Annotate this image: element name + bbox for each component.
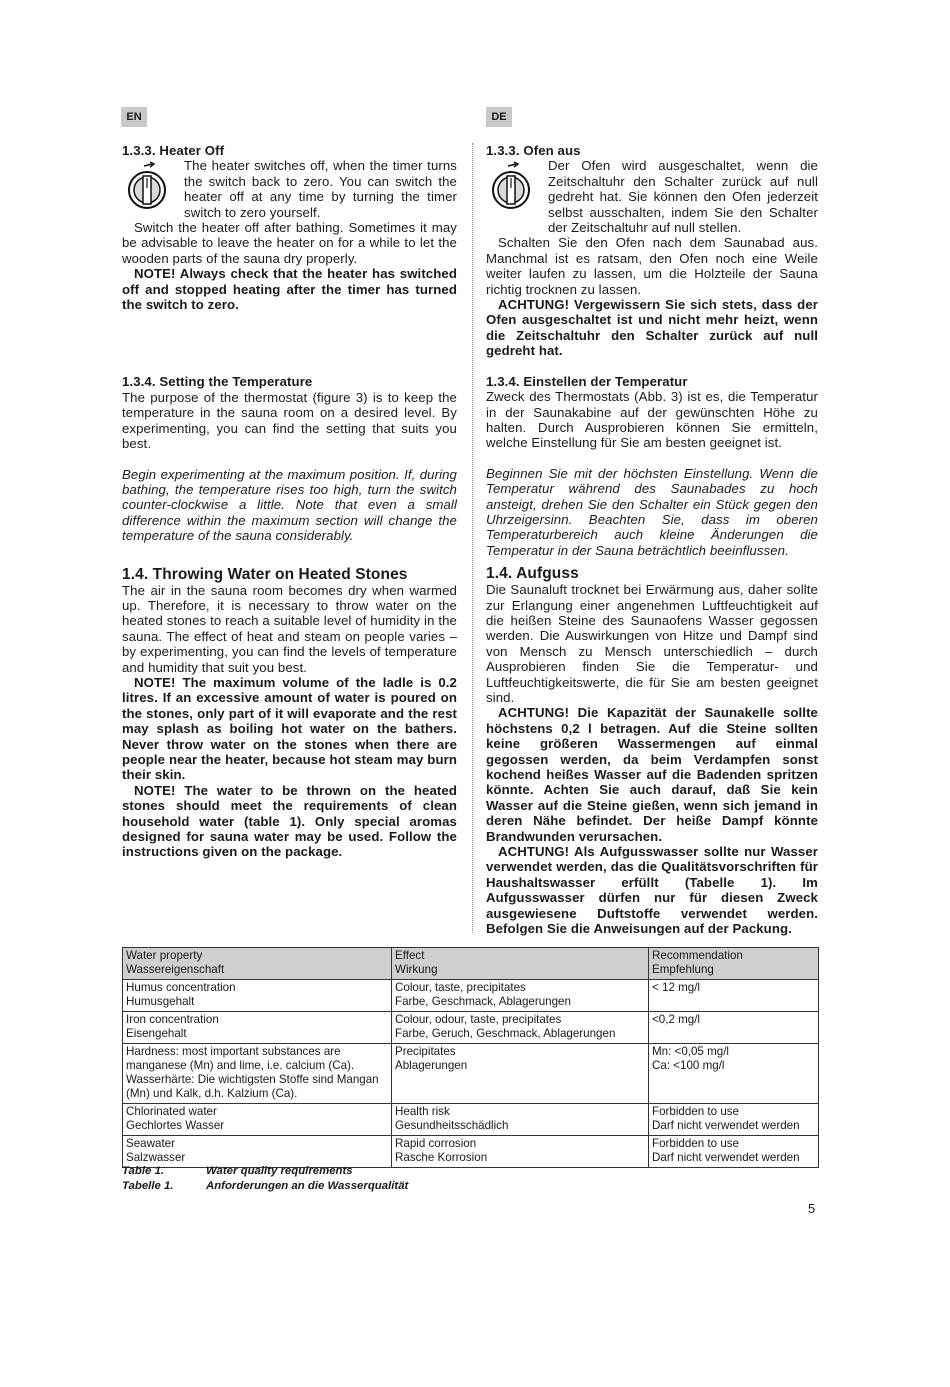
section-title-aufguss: 1.4. Aufguss (486, 565, 579, 583)
column-divider (472, 143, 473, 933)
german-column (486, 143, 818, 937)
caption-label-de: Tabelle 1. (122, 1179, 174, 1192)
table-cell: Precipitates Ablagerungen (392, 1044, 649, 1104)
ofen-aus-intro (486, 158, 818, 235)
table-header-row (123, 948, 819, 980)
table-row (123, 980, 819, 1012)
heater-off-note: NOTE! Always check that the heater has switched off and stopped heating after the timer has turned the switch to zero. (122, 266, 457, 313)
timer-knob-icon (486, 160, 542, 210)
section-title-ofen-aus: 1.3.3. Ofen aus (486, 143, 581, 158)
throwing-water-note-ladle: NOTE! The maximum volume of the ladle is 0.2 litres. If an excessive amount of water is poured on the stones, only part of it will evaporate and the rest may splash as boiling hot water on the bathers. Never throw water on the stones when there are people near the heater, because hot steam may burn their skin. (122, 674, 457, 783)
heater-off-intro (122, 158, 457, 220)
throwing-water-note-quality: NOTE! The water to be thrown on the heated stones should meet the requirements of clean household water (table 1). Only special aromas designed for sauna water may be used. Follow the instructions given on the package. (122, 782, 457, 860)
table-cell: Iron concentration Eisengehalt (123, 1012, 392, 1044)
section-title-einstellen-temperatur: 1.3.4. Einstellen der Temperatur (486, 373, 688, 389)
table-cell: Health risk Gesundheitsschädlich (392, 1104, 649, 1136)
throwing-water-text: The air in the sauna room becomes dry when warmed up. Therefore, it is necessary to throw water on the heated stones to reach a suitable level of humidity in the sauna. The effect of heat and steam on people varies – by experimenting, you can find the levels of temperature and humidity that suit you best. (122, 582, 457, 675)
header-recommendation: Recommendation Empfehlung (649, 948, 819, 980)
table-cell: <0,2 mg/l (649, 1012, 819, 1044)
section-title-setting-temperature: 1.3.4. Setting the Temperature (122, 374, 313, 390)
table-cell: Forbidden to use Darf nicht verwendet werden (649, 1104, 819, 1136)
timer-knob-icon (122, 160, 178, 210)
table-cell: Chlorinated water Gechlortes Wasser (123, 1104, 392, 1136)
caption-text-en: Water quality requirements (206, 1165, 353, 1177)
table-cell: < 12 mg/l (649, 980, 819, 1012)
ofen-aus-nach-saunabad: Schalten Sie den Ofen nach dem Saunabad aus. Manchmal ist es ratsam, den Ofen noch eine Weile weiter laufen zu lassen, um die Holzteile der Sauna richtig trocknen zu lassen. (486, 235, 818, 297)
lang-tag-de: DE (486, 107, 512, 127)
table-cell: Colour, taste, precipitates Farbe, Geschmack, Ablagerungen (392, 980, 649, 1012)
heater-off-after-bathing: Switch the heater off after bathing. Sometimes it may be advisable to leave the heater on for a while to let the wooden parts of the sauna dry properly. (122, 220, 457, 266)
english-column (122, 143, 457, 860)
table-caption (122, 1164, 408, 1193)
page-number: 5 (808, 1201, 816, 1216)
heater-off-text: The heater switches off, when the timer turns the switch back to zero. You can switch the heater off at any time by turning the timer switch to zero yourself. (184, 158, 457, 220)
lang-tag-en: EN (121, 107, 147, 127)
table-cell: Forbidden to use Darf nicht verwendet werden (649, 1136, 819, 1168)
aufguss-achtung-kelle: ACHTUNG! Die Kapazität der Saunakelle sollte höchstens 0,2 l betragen. Auf die Steine sollten keine größeren Wassermengen auf einmal gegossen werden, da beim Verdampfen sonst kochend heißes Wasser auf die Badenden spritzen könnte. Achten Sie auch darauf, daß Sie kein Wasser auf die Steine gießen, wenn sich jemand in deren Nähe befindet. Der heiße Dampf könnte Brandwunden verursachen. (486, 705, 818, 844)
table-cell: Seawater Salzwasser (123, 1136, 392, 1168)
aufguss-text: Die Saunaluft trocknet bei Erwärmung aus, daher sollte zur Erlangung einer angenehmen Luftfeuchtigkeit auf die heißen Steine des Saunaofens Wasser gegossen werden. Die Auswirkungen von Hitze und Dampf sind von Mensch zu Mensch unterschiedlich – durch Ausprobieren finden Sie die Temperatur- und Luftfeuchtigkeitswerte, die für Sie am besten geeignet sind. (486, 582, 818, 705)
water-quality-table (122, 947, 819, 1168)
table-row (123, 1012, 819, 1044)
header-effect: Effect Wirkung (392, 948, 649, 980)
setting-temperature-italic: Begin experimenting at the maximum position. If, during bathing, the temperature rises too high, turn the switch counter-clockwise a little. Note that even a small difference within the maximum section will change the temperature of the sauna considerably. (122, 466, 457, 544)
einstellen-temperatur-text: Zweck des Thermostats (Abb. 3) ist es, die Temperatur in der Saunakabine auf der gewünschten Höhe zu halten. Durch Ausprobieren können Sie ermitteln, welche Einstellung für Sie am besten geeignet ist. (486, 389, 818, 451)
ofen-aus-text: Der Ofen wird ausgeschaltet, wenn die Zeitschaltuhr den Schalter zurück auf null gedreht hat. Sie können den Ofen jederzeit selbst ausschalten, indem Sie den Schalter der Zeitschaltuhr auf null stellen. (548, 158, 818, 236)
header-water-property: Water property Wassereigenschaft (123, 948, 392, 980)
table-cell: Hardness: most important substances are manganese (Mn) and lime, i.e. calcium (Ca). Wasserhärte: Die wichtigsten Stoffe sind Mangan (Mn) und Kalk, d.h. Kalzium (Ca). (123, 1044, 392, 1104)
aufguss-achtung-wasser: ACHTUNG! Als Aufgusswasser sollte nur Wasser verwendet werden, das die Qualitätsvorschriften für Haushaltswasser erfüllt (Tabelle 1). Im Aufgusswasser dürfen nur für diesen Zweck ausgewiesene Duftstoffe verwendet werden. Befolgen Sie die Anweisungen auf der Packung. (486, 844, 818, 937)
table-cell: Humus concentration Humusgehalt (123, 980, 392, 1012)
table-cell: Rapid corrosion Rasche Korrosion (392, 1136, 649, 1168)
section-title-throwing-water: 1.4. Throwing Water on Heated Stones (122, 565, 408, 583)
table-row (123, 1044, 819, 1104)
setting-temperature-text: The purpose of the thermostat (figure 3) is to keep the temperature in the sauna room on a desired level. By experimenting, you can find the setting that suits you best. (122, 389, 457, 452)
table-row (123, 1136, 819, 1168)
table-row (123, 1104, 819, 1136)
table-cell: Mn: <0,05 mg/l Ca: <100 mg/l (649, 1044, 819, 1104)
table-cell: Colour, odour, taste, precipitates Farbe, Geruch, Geschmack, Ablagerungen (392, 1012, 649, 1044)
caption-label-en: Table 1. (122, 1165, 164, 1177)
caption-text-de: Anforderungen an die Wasserqualität (206, 1179, 409, 1192)
section-title-heater-off: 1.3.3. Heater Off (122, 143, 225, 158)
einstellen-temperatur-italic: Beginnen Sie mit der höchsten Einstellung. Wenn die Temperatur während des Saunabades zu hoch ansteigt, drehen Sie den Schalter ein Stück gegen den Uhrzeigersinn. Beachten Sie, dass im oberen Temperaturbereich auch kleine Änderungen die Temperatur in der Sauna beträchtlich beeinflussen. (486, 465, 818, 558)
ofen-aus-achtung: ACHTUNG! Vergewissern Sie sich stets, dass der Ofen ausgeschaltet ist und nicht mehr heizt, wenn die Zeitschaltuhr den Schalter zurück auf null gedreht hat. (486, 297, 818, 359)
